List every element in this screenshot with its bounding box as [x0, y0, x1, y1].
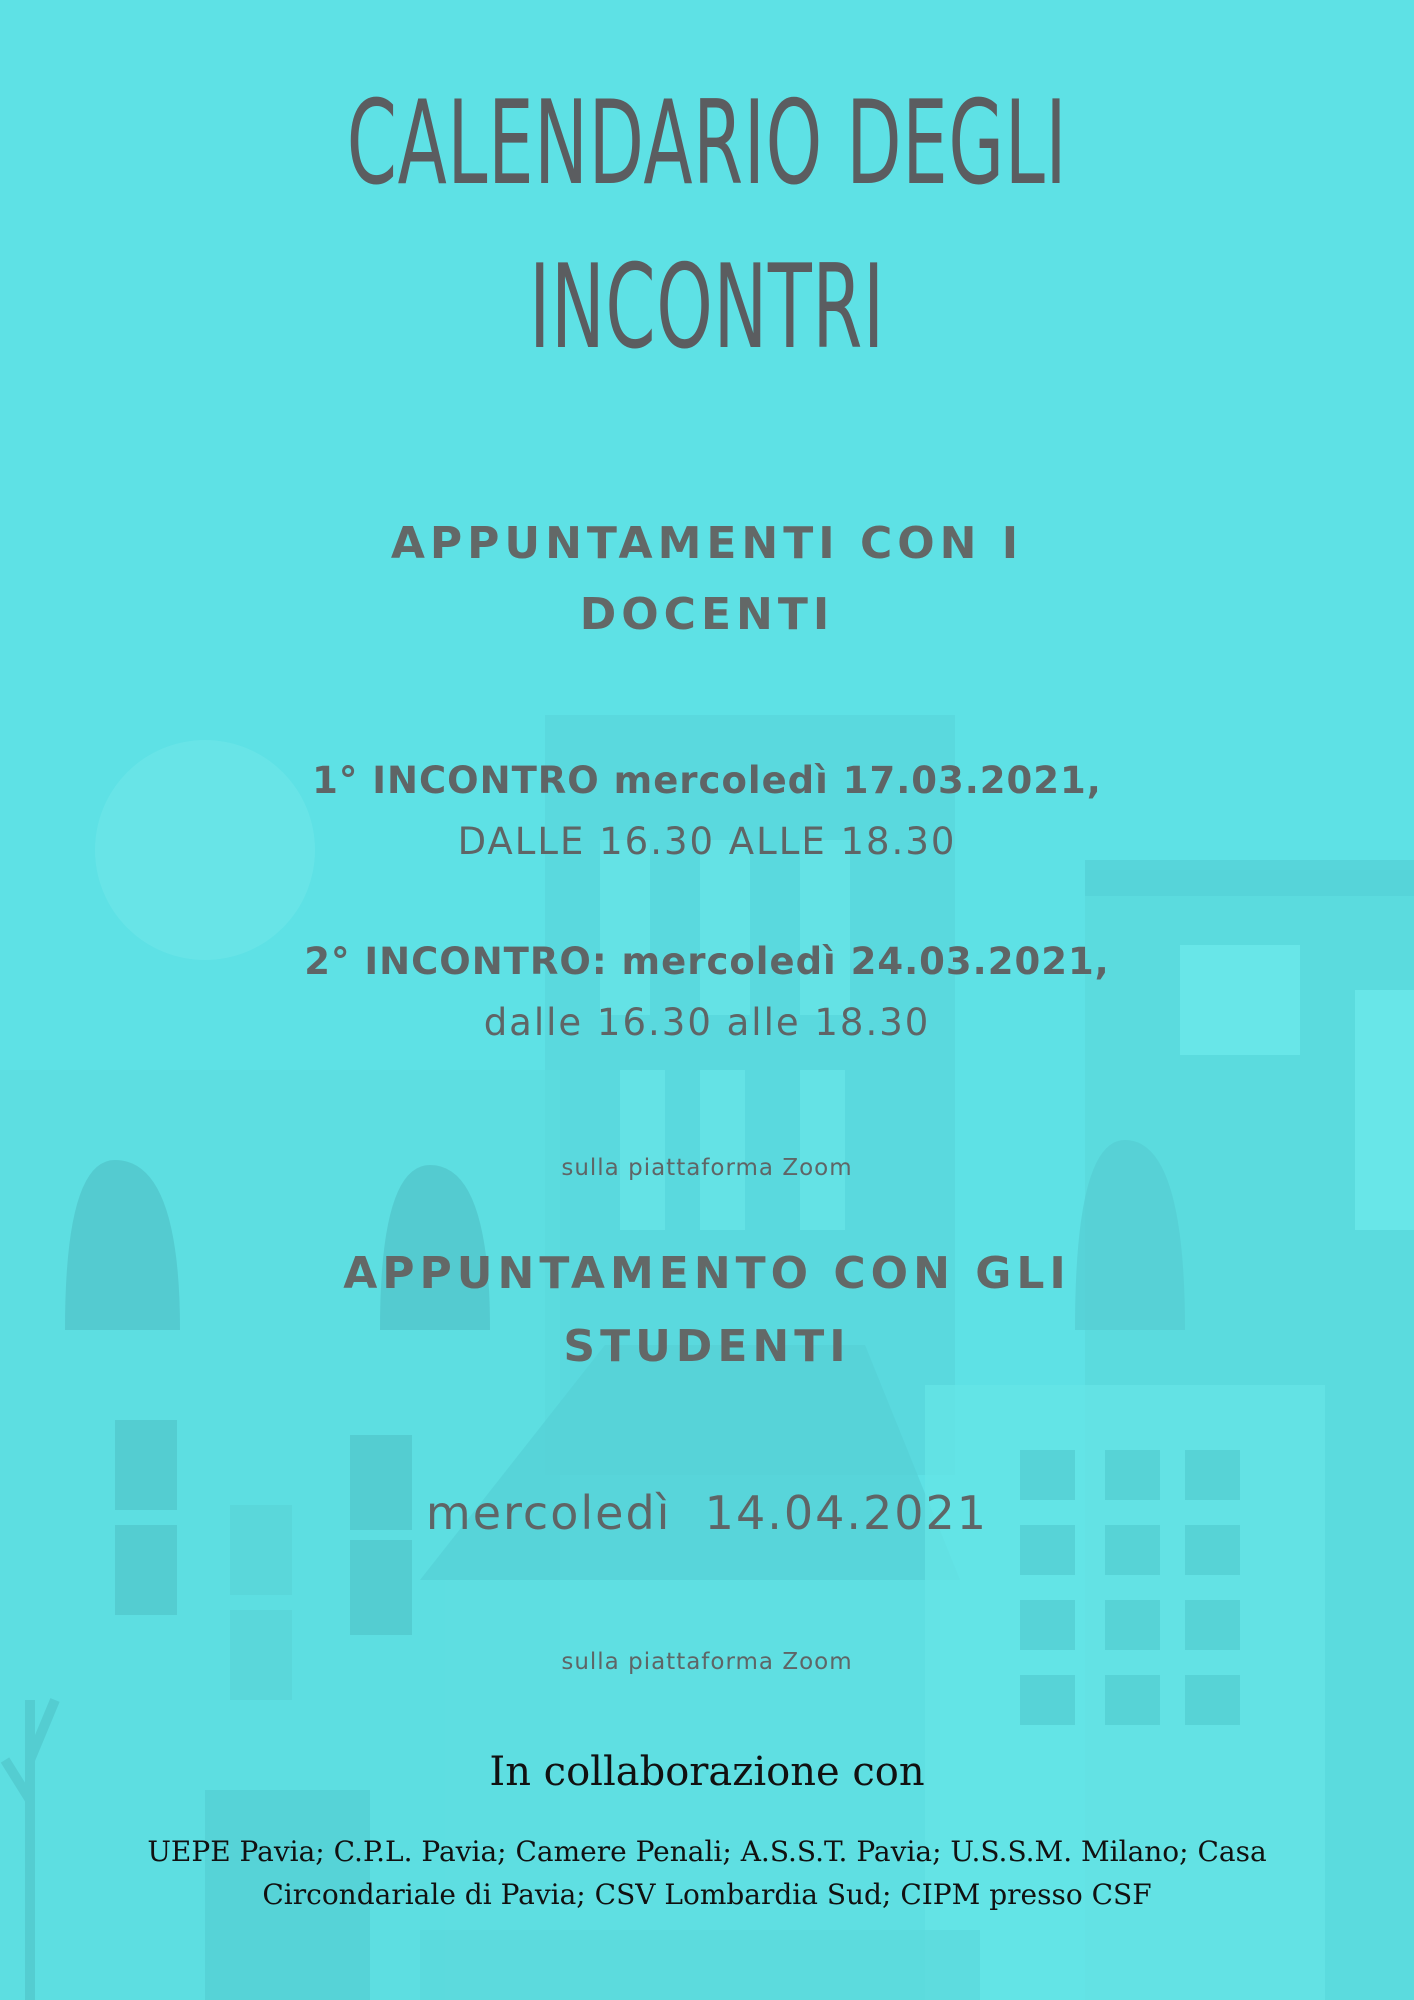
page-title-line-2: INCONTRI [529, 240, 885, 375]
docenti-platform-note: sulla piattaforma Zoom [561, 1155, 853, 1181]
collaboration-title: In collaborazione con [489, 1749, 925, 1795]
event-1-label: 1° INCONTRO mercoledì 17.03.2021, [312, 759, 1102, 802]
docenti-heading-line-1: APPUNTAMENTI CON I [390, 518, 1024, 569]
docenti-heading-line-2: DOCENTI [579, 589, 835, 640]
studenti-platform-note: sulla piattaforma Zoom [561, 1649, 853, 1675]
page-title-line-1: CALENDARIO DEGLI [346, 76, 1068, 211]
studenti-date: mercoledì 14.04.2021 [425, 1486, 989, 1540]
collaboration-partners: UEPE Pavia; C.P.L. Pavia; Camere Penali; A.S.S.T. Pavia; U.S.S.M. Milano; Casa Circondariale di Pavia; CSV Lombardia Sud; CIPM presso CSF [147, 1835, 1267, 1911]
event-2-label: 2° INCONTRO: mercoledì 24.03.2021, [304, 940, 1110, 983]
studenti-heading-line-1: APPUNTAMENTO CON GLI [343, 1248, 1071, 1299]
event-1-time: DALLE 16.30 ALLE 18.30 [457, 820, 957, 863]
event-2-time: dalle 16.30 alle 18.30 [483, 1001, 931, 1044]
studenti-heading-line-2: STUDENTI [563, 1321, 851, 1372]
